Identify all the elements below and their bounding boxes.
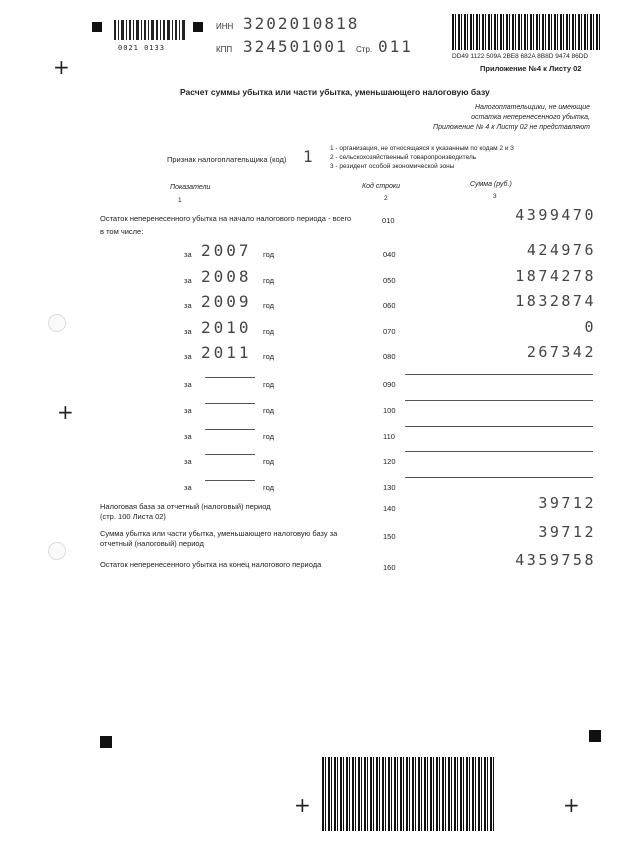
line-code: 130 — [383, 483, 396, 492]
year-value[interactable]: 2008 — [201, 267, 252, 286]
year-value[interactable]: 2011 — [201, 343, 252, 362]
registration-cross-icon: + — [563, 793, 580, 817]
registration-cross-icon: + — [294, 793, 311, 817]
matrix-code-text: DD49 1122 509A 2BE8 682A 8B8D 9474 86DD — [452, 53, 589, 60]
punch-hole — [48, 314, 66, 332]
row-label: Остаток неперенесенного убытка на конец налогового периода — [100, 560, 322, 569]
inn-label: ИНН — [216, 22, 234, 31]
line-code: 140 — [383, 504, 396, 513]
amount-blank-line[interactable] — [405, 451, 593, 452]
amount-value[interactable]: 39712 — [538, 494, 596, 512]
column-number: 1 — [178, 197, 182, 204]
line-code: 010 — [382, 216, 395, 225]
year-prefix: за — [184, 250, 192, 259]
year-blank-line[interactable] — [205, 454, 255, 455]
amount-blank-line[interactable] — [405, 477, 593, 478]
line-code: 070 — [383, 327, 396, 336]
year-prefix: за — [184, 276, 192, 285]
year-suffix: год — [263, 457, 274, 466]
year-value[interactable]: 2009 — [201, 292, 252, 311]
amount-value[interactable]: 0 — [584, 318, 596, 336]
line-code: 120 — [383, 457, 396, 466]
year-suffix: год — [263, 250, 274, 259]
year-suffix: год — [263, 432, 274, 441]
amount-blank-line[interactable] — [405, 400, 593, 401]
taxpayer-sign-options — [330, 144, 514, 171]
matrix-barcode — [322, 757, 494, 831]
amount-blank-line[interactable] — [405, 426, 593, 427]
year-blank-line[interactable] — [205, 429, 255, 430]
year-suffix: год — [263, 327, 274, 336]
note-block — [380, 103, 590, 133]
year-prefix: за — [184, 301, 192, 310]
corner-marker-top-left — [92, 22, 102, 32]
inn-value: 3202010818 — [243, 14, 360, 33]
row-label: в том числе: — [100, 227, 144, 236]
page-value: 011 — [378, 37, 413, 56]
year-suffix: год — [263, 380, 274, 389]
option-item: 2 - сельскохозяйственный товаропроизводитель — [330, 154, 477, 161]
year-suffix: год — [263, 483, 274, 492]
amount-value[interactable]: 4359758 — [515, 551, 596, 569]
year-prefix: за — [184, 432, 192, 441]
year-value[interactable]: 2007 — [201, 241, 252, 260]
year-prefix: за — [184, 352, 192, 361]
year-prefix: за — [184, 483, 192, 492]
line-code: 080 — [383, 352, 396, 361]
column-header-line-code: Код строки — [362, 183, 401, 190]
amount-value[interactable]: 267342 — [526, 343, 596, 361]
corner-marker-top-mid — [193, 22, 203, 32]
row-label: Сумма убытка или части убытка, уменьшающего налоговую базу за — [100, 529, 338, 538]
row-label: отчетный (налоговый) период — [100, 539, 204, 548]
barcode-number: 0021 0133 — [118, 44, 165, 52]
amount-value[interactable]: 39712 — [538, 523, 596, 541]
punch-hole — [48, 542, 66, 560]
line-code: 100 — [383, 406, 396, 415]
column-number: 3 — [493, 193, 497, 200]
row-label: (стр. 100 Листа 02) — [100, 512, 166, 521]
matrix-barcode — [452, 14, 600, 50]
registration-cross-icon: + — [53, 55, 70, 79]
line-code: 160 — [383, 563, 396, 572]
corner-marker-bottom-left — [100, 736, 112, 748]
year-suffix: год — [263, 406, 274, 415]
year-prefix: за — [184, 406, 192, 415]
option-item: 3 - резидент особой экономической зоны — [330, 163, 455, 170]
amount-value[interactable]: 1874278 — [515, 267, 596, 285]
amount-value[interactable]: 1832874 — [515, 292, 596, 310]
row-label: Остаток неперенесенного убытка на начало налогового периода - всего — [100, 214, 352, 223]
page-title: Расчет суммы убытка или части убытка, уменьшающего налоговую базу — [180, 87, 490, 97]
year-blank-line[interactable] — [205, 377, 255, 378]
year-suffix: год — [263, 352, 274, 361]
line-code: 150 — [383, 532, 396, 541]
year-prefix: за — [184, 327, 192, 336]
year-blank-line[interactable] — [205, 403, 255, 404]
kpp-value: 324501001 — [243, 37, 348, 56]
line-code: 060 — [383, 301, 396, 310]
year-suffix: год — [263, 276, 274, 285]
note-line: Налогоплательщики, не имеющие — [474, 104, 590, 111]
note-line: Приложение № 4 к Листу 02 не представляют — [433, 124, 590, 131]
corner-marker-bottom-right — [589, 730, 601, 742]
line-code: 110 — [383, 432, 395, 441]
year-prefix: за — [184, 380, 192, 389]
line-code: 090 — [383, 380, 396, 389]
kpp-label: КПП — [216, 45, 233, 54]
amount-value[interactable]: 4399470 — [515, 206, 596, 224]
line-code: 050 — [383, 276, 396, 285]
registration-cross-icon: + — [57, 400, 74, 424]
amount-value[interactable]: 424976 — [526, 241, 596, 259]
column-header-indicators: Показатели — [170, 184, 211, 191]
line-code: 040 — [383, 250, 396, 259]
year-prefix: за — [184, 457, 192, 466]
note-line: остатка неперенесенного убытка, — [471, 114, 590, 121]
row-label: Налоговая база за отчетный (налоговый) период — [100, 502, 271, 511]
year-blank-line[interactable] — [205, 480, 255, 481]
option-item: 1 - организация, не относящаяся к указанным по кодам 2 и 3 — [330, 145, 514, 152]
appendix-reference: Приложение №4 к Листу 02 — [480, 64, 582, 73]
taxpayer-sign-label: Признак налогоплательщика (код) — [167, 155, 287, 164]
column-number: 2 — [384, 195, 388, 202]
amount-blank-line[interactable] — [405, 374, 593, 375]
column-header-amount: Сумма (руб.) — [470, 181, 512, 188]
taxpayer-sign-value[interactable]: 1 — [303, 147, 313, 166]
linear-barcode — [114, 20, 186, 40]
year-suffix: год — [263, 301, 274, 310]
page-label: Стр. — [356, 45, 373, 54]
year-value[interactable]: 2010 — [201, 318, 252, 337]
